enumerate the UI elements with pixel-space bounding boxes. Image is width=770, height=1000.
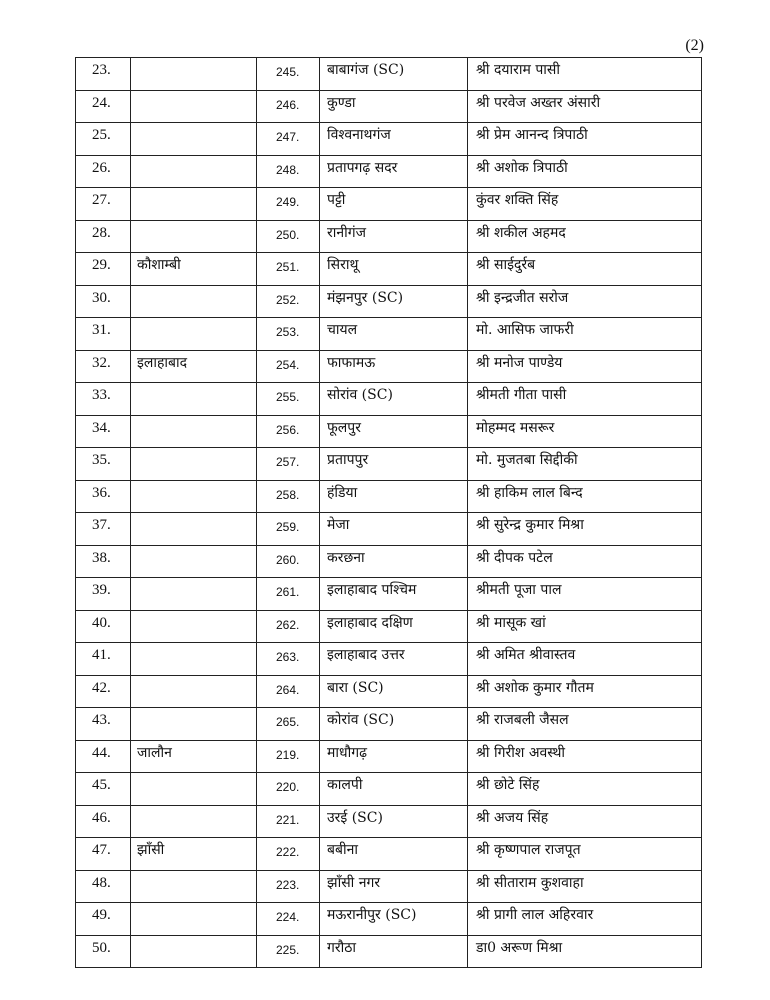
serial-number-cell: 34. — [76, 415, 131, 448]
constituency-number-cell: 256. — [257, 415, 320, 448]
candidate-name-cell: श्री अशोक कुमार गौतम — [468, 675, 702, 708]
candidate-name-cell: श्री अमित श्रीवास्तव — [468, 643, 702, 676]
constituency-name-cell: कालपी — [320, 773, 468, 806]
constituency-number-cell: 220. — [257, 773, 320, 806]
district-cell — [131, 285, 257, 318]
district-cell — [131, 708, 257, 741]
candidate-name-cell: श्री प्रागी लाल अहिरवार — [468, 903, 702, 936]
district-cell — [131, 90, 257, 123]
serial-number-cell: 33. — [76, 383, 131, 416]
constituency-number-cell: 225. — [257, 935, 320, 968]
constituency-number-cell: 260. — [257, 545, 320, 578]
serial-number-cell: 48. — [76, 870, 131, 903]
constituency-name-cell: प्रतापपुर — [320, 448, 468, 481]
constituency-number-cell: 257. — [257, 448, 320, 481]
district-cell — [131, 123, 257, 156]
constituency-name-cell: मेजा — [320, 513, 468, 546]
district-cell: कौशाम्बी — [131, 253, 257, 286]
constituency-number-cell: 252. — [257, 285, 320, 318]
constituency-name-cell: इलाहाबाद उत्तर — [320, 643, 468, 676]
district-cell — [131, 805, 257, 838]
serial-number-cell: 24. — [76, 90, 131, 123]
page-number: (2) — [685, 37, 704, 54]
candidate-table — [75, 57, 702, 968]
constituency-name-cell: इलाहाबाद दक्षिण — [320, 610, 468, 643]
district-cell — [131, 773, 257, 806]
constituency-name-cell: इलाहाबाद पश्चिम — [320, 578, 468, 611]
candidate-name-cell: श्री अशोक त्रिपाठी — [468, 155, 702, 188]
constituency-name-cell: बाबागंज (SC) — [320, 58, 468, 91]
constituency-number-cell: 265. — [257, 708, 320, 741]
constituency-name-cell: हंडिया — [320, 480, 468, 513]
candidate-name-cell: कुंवर शक्ति सिंह — [468, 188, 702, 221]
district-cell — [131, 58, 257, 91]
constituency-number-cell: 245. — [257, 58, 320, 91]
table-row — [76, 903, 702, 936]
table-row — [76, 220, 702, 253]
table-row — [76, 513, 702, 546]
candidate-name-cell: डा0 अरूण मिश्रा — [468, 935, 702, 968]
district-cell: झाँसी — [131, 838, 257, 871]
constituency-name-cell: विश्वनाथगंज — [320, 123, 468, 156]
constituency-number-cell: 251. — [257, 253, 320, 286]
table-row — [76, 740, 702, 773]
constituency-name-cell: चायल — [320, 318, 468, 351]
table-row — [76, 838, 702, 871]
serial-number-cell: 37. — [76, 513, 131, 546]
district-cell — [131, 870, 257, 903]
candidate-name-cell: श्री सुरेन्द्र कुमार मिश्रा — [468, 513, 702, 546]
serial-number-cell: 31. — [76, 318, 131, 351]
constituency-number-cell: 263. — [257, 643, 320, 676]
constituency-name-cell: मंझनपुर (SC) — [320, 285, 468, 318]
candidate-name-cell: श्रीमती पूजा पाल — [468, 578, 702, 611]
candidate-name-cell: श्री इन्द्रजीत सरोज — [468, 285, 702, 318]
table-row — [76, 350, 702, 383]
serial-number-cell: 42. — [76, 675, 131, 708]
constituency-name-cell: बबीना — [320, 838, 468, 871]
district-cell — [131, 578, 257, 611]
table-row — [76, 480, 702, 513]
table-row — [76, 870, 702, 903]
district-cell — [131, 610, 257, 643]
constituency-name-cell: मऊरानीपुर (SC) — [320, 903, 468, 936]
candidate-name-cell: श्री शकील अहमद — [468, 220, 702, 253]
candidate-name-cell: श्रीमती गीता पासी — [468, 383, 702, 416]
constituency-name-cell: उरई (SC) — [320, 805, 468, 838]
constituency-number-cell: 222. — [257, 838, 320, 871]
constituency-name-cell: गरौठा — [320, 935, 468, 968]
constituency-number-cell: 219. — [257, 740, 320, 773]
district-cell — [131, 188, 257, 221]
serial-number-cell: 28. — [76, 220, 131, 253]
table-row — [76, 675, 702, 708]
district-cell — [131, 415, 257, 448]
table-row — [76, 90, 702, 123]
candidate-name-cell: श्री गिरीश अवस्थी — [468, 740, 702, 773]
table-row — [76, 253, 702, 286]
table-row — [76, 610, 702, 643]
district-cell — [131, 643, 257, 676]
serial-number-cell: 29. — [76, 253, 131, 286]
table-row — [76, 188, 702, 221]
serial-number-cell: 39. — [76, 578, 131, 611]
constituency-name-cell: प्रतापगढ़ सदर — [320, 155, 468, 188]
district-cell — [131, 935, 257, 968]
district-cell — [131, 480, 257, 513]
candidate-name-cell: श्री हाकिम लाल बिन्द — [468, 480, 702, 513]
table-row — [76, 643, 702, 676]
table-row — [76, 318, 702, 351]
candidate-name-cell: श्री अजय सिंह — [468, 805, 702, 838]
candidate-name-cell: श्री परवेज अख्तर अंसारी — [468, 90, 702, 123]
constituency-number-cell: 248. — [257, 155, 320, 188]
candidate-name-cell: श्री छोटे सिंह — [468, 773, 702, 806]
serial-number-cell: 40. — [76, 610, 131, 643]
constituency-name-cell: बारा (SC) — [320, 675, 468, 708]
district-cell — [131, 903, 257, 936]
serial-number-cell: 30. — [76, 285, 131, 318]
table-row — [76, 123, 702, 156]
district-cell — [131, 220, 257, 253]
district-cell — [131, 675, 257, 708]
constituency-number-cell: 254. — [257, 350, 320, 383]
district-cell — [131, 545, 257, 578]
candidate-name-cell: मो. मुजतबा सिद्दीकी — [468, 448, 702, 481]
serial-number-cell: 26. — [76, 155, 131, 188]
candidate-name-cell: श्री मासूक खां — [468, 610, 702, 643]
constituency-number-cell: 224. — [257, 903, 320, 936]
serial-number-cell: 23. — [76, 58, 131, 91]
serial-number-cell: 25. — [76, 123, 131, 156]
constituency-number-cell: 261. — [257, 578, 320, 611]
constituency-number-cell: 247. — [257, 123, 320, 156]
constituency-number-cell: 249. — [257, 188, 320, 221]
table-row — [76, 805, 702, 838]
candidate-name-cell: श्री दीपक पटेल — [468, 545, 702, 578]
constituency-name-cell: सोरांव (SC) — [320, 383, 468, 416]
serial-number-cell: 32. — [76, 350, 131, 383]
candidate-name-cell: श्री कृष्णपाल राजपूत — [468, 838, 702, 871]
serial-number-cell: 35. — [76, 448, 131, 481]
serial-number-cell: 41. — [76, 643, 131, 676]
constituency-number-cell: 258. — [257, 480, 320, 513]
constituency-number-cell: 250. — [257, 220, 320, 253]
district-cell — [131, 383, 257, 416]
table-row — [76, 448, 702, 481]
candidate-name-cell: श्री राजबली जैसल — [468, 708, 702, 741]
candidate-name-cell: श्री प्रेम आनन्द त्रिपाठी — [468, 123, 702, 156]
constituency-name-cell: कोरांव (SC) — [320, 708, 468, 741]
candidate-table-body — [76, 58, 702, 968]
candidate-name-cell: श्री मनोज पाण्डेय — [468, 350, 702, 383]
constituency-name-cell: सिराथू — [320, 253, 468, 286]
district-cell — [131, 513, 257, 546]
serial-number-cell: 47. — [76, 838, 131, 871]
constituency-name-cell: माधौगढ़ — [320, 740, 468, 773]
constituency-name-cell: रानीगंज — [320, 220, 468, 253]
table-row — [76, 58, 702, 91]
constituency-name-cell: करछना — [320, 545, 468, 578]
district-cell: इलाहाबाद — [131, 350, 257, 383]
candidate-name-cell: श्री सीताराम कुशवाहा — [468, 870, 702, 903]
serial-number-cell: 45. — [76, 773, 131, 806]
constituency-number-cell: 246. — [257, 90, 320, 123]
candidate-name-cell: मो. आसिफ जाफरी — [468, 318, 702, 351]
constituency-number-cell: 264. — [257, 675, 320, 708]
serial-number-cell: 49. — [76, 903, 131, 936]
candidate-name-cell: मोहम्मद मसरूर — [468, 415, 702, 448]
table-row — [76, 415, 702, 448]
table-row — [76, 383, 702, 416]
constituency-number-cell: 221. — [257, 805, 320, 838]
constituency-name-cell: कुण्डा — [320, 90, 468, 123]
table-row — [76, 155, 702, 188]
candidate-name-cell: श्री साईदुर्रब — [468, 253, 702, 286]
table-row — [76, 935, 702, 968]
table-row — [76, 708, 702, 741]
district-cell — [131, 155, 257, 188]
constituency-name-cell: झाँसी नगर — [320, 870, 468, 903]
table-row — [76, 545, 702, 578]
constituency-name-cell: पट्टी — [320, 188, 468, 221]
constituency-name-cell: फाफामऊ — [320, 350, 468, 383]
serial-number-cell: 43. — [76, 708, 131, 741]
table-row — [76, 773, 702, 806]
serial-number-cell: 50. — [76, 935, 131, 968]
constituency-number-cell: 259. — [257, 513, 320, 546]
table-row — [76, 578, 702, 611]
district-cell — [131, 448, 257, 481]
district-cell: जालौन — [131, 740, 257, 773]
serial-number-cell: 38. — [76, 545, 131, 578]
district-cell — [131, 318, 257, 351]
candidate-name-cell: श्री दयाराम पासी — [468, 58, 702, 91]
serial-number-cell: 46. — [76, 805, 131, 838]
constituency-number-cell: 255. — [257, 383, 320, 416]
serial-number-cell: 27. — [76, 188, 131, 221]
constituency-number-cell: 253. — [257, 318, 320, 351]
serial-number-cell: 44. — [76, 740, 131, 773]
constituency-name-cell: फूलपुर — [320, 415, 468, 448]
table-row — [76, 285, 702, 318]
serial-number-cell: 36. — [76, 480, 131, 513]
constituency-number-cell: 223. — [257, 870, 320, 903]
constituency-number-cell: 262. — [257, 610, 320, 643]
